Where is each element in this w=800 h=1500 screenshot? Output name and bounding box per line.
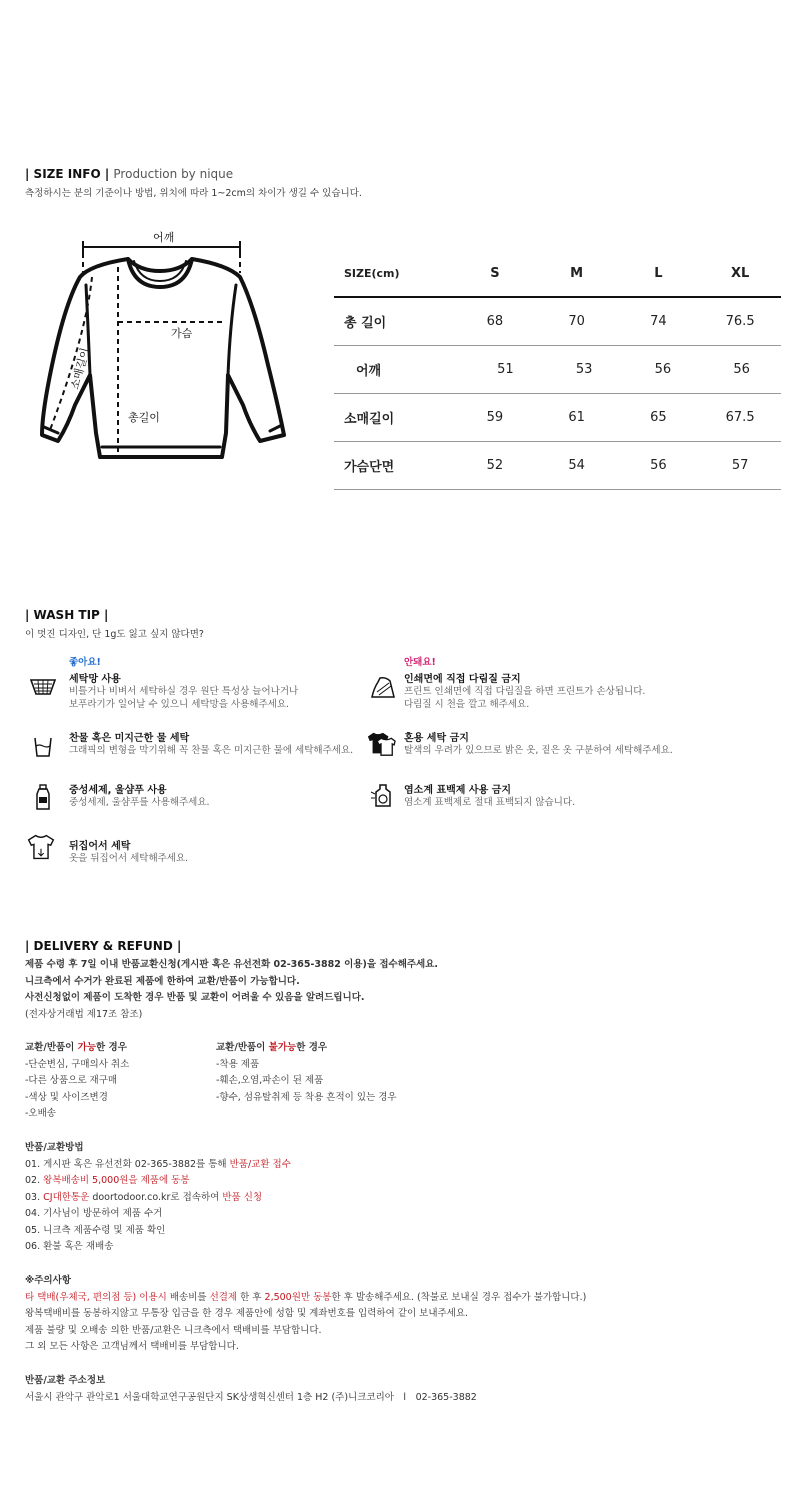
table-cell: 53 bbox=[575, 362, 593, 377]
heading-part: 교환/반품이 bbox=[216, 1042, 269, 1053]
heading-part: 한 경우 bbox=[96, 1042, 127, 1053]
list-item: -오배송 bbox=[25, 1108, 56, 1119]
list-item: -단순변심, 구매의사 취소 bbox=[25, 1058, 130, 1070]
notice-line: 제품 수령 후 7일 이내 반품교환신청(게시판 혹은 유선전화 02-365-3882 이용)을 접수해주세요. bbox=[25, 959, 439, 970]
wash-item-title: 중성세제, 울샴푸 사용 bbox=[69, 785, 167, 796]
wash-good-2 bbox=[69, 729, 389, 757]
step-highlight: 반품 신청 bbox=[222, 1191, 263, 1203]
method-step bbox=[25, 1157, 785, 1174]
size-info-subtitle: Production by nique bbox=[113, 167, 234, 181]
table-cell: 56 bbox=[733, 362, 750, 377]
address-text: 서울시 관악구 관악로1 서울대학교연구공원단지 SK상생혁신센터 1층 H2 (주)니크코리아 l 02-365-3882 bbox=[25, 1391, 477, 1403]
list-item: -색상 및 사이즈변경 bbox=[25, 1091, 108, 1103]
heading-highlight: 가능 bbox=[77, 1042, 97, 1053]
step-text: doortodoor.co.kr로 접속하여 bbox=[89, 1191, 223, 1203]
caution-highlight: 타 택배(우체국, 편의점 등) 이용시 bbox=[25, 1291, 167, 1303]
list-item: -다른 상품으로 재구매 bbox=[25, 1075, 118, 1086]
diagram-sleeve-label: 소매길이 bbox=[68, 346, 92, 391]
notice-line: 사전신청없이 제품이 도착한 경우 반품 및 교환이 어려울 수 있음을 알려드립니다. bbox=[25, 992, 365, 1003]
bad-label: 안돼요! bbox=[404, 657, 436, 668]
wash-item-title: 염소계 표백제 사용 금지 bbox=[404, 785, 512, 796]
good-label: 좋아요! bbox=[69, 657, 101, 668]
wash-item-desc: 다림질 시 천을 깔고 해주세요. bbox=[404, 699, 530, 710]
diagram-chest-label: 가슴 bbox=[171, 327, 193, 340]
wash-item-desc: 비틀거나 비벼서 세탁하실 경우 원단 특성상 늘어나거나 bbox=[69, 686, 299, 697]
method-step bbox=[25, 1173, 785, 1190]
table-cell: 57 bbox=[731, 458, 749, 473]
water-basin-icon bbox=[28, 732, 58, 762]
table-row bbox=[334, 346, 781, 394]
notice-line: 니크측에서 수거가 완료된 제품에 한하여 교환/반품이 가능합니다. bbox=[25, 975, 300, 987]
step-highlight: 왕복배송비 5,000원을 제품에 동봉 bbox=[43, 1175, 190, 1186]
table-cell: 70 bbox=[568, 314, 585, 329]
table-row bbox=[334, 298, 781, 346]
table-cell: 68 bbox=[486, 314, 504, 329]
wash-good-4 bbox=[69, 837, 389, 865]
row-label: 총 길이 bbox=[344, 316, 387, 331]
exchange-possible-heading bbox=[25, 1040, 205, 1057]
step-highlight: CJ대한통운 bbox=[43, 1191, 90, 1203]
table-cell: 61 bbox=[568, 410, 585, 425]
size-info-title bbox=[25, 167, 233, 181]
size-col-m: M bbox=[570, 265, 584, 281]
caution-title: ※주의사항 bbox=[25, 1275, 71, 1286]
diagram-length-label: 총길이 bbox=[128, 411, 160, 424]
table-row bbox=[334, 442, 781, 490]
wash-item-desc: 프린트 인쇄면에 직접 다림질을 하면 프린트가 손상됩니다. bbox=[404, 686, 646, 697]
wash-item-desc: 그래픽의 변형을 막기위해 꼭 찬물 혹은 미지근한 물에 세탁해주세요. bbox=[69, 745, 354, 756]
step-text: 02. bbox=[25, 1175, 44, 1186]
address-title: 반품/교환 주소정보 bbox=[25, 1375, 106, 1386]
method-step: 04. 기사님이 방문하여 제품 수거 bbox=[25, 1208, 163, 1219]
refund-method bbox=[25, 1140, 785, 1256]
caution-text: 배송비를 bbox=[166, 1291, 210, 1303]
method-step: 06. 환불 혹은 재배송 bbox=[25, 1241, 114, 1252]
wash-item-title: 인쇄면에 직접 다림질 금지 bbox=[404, 674, 521, 685]
tshirt-inside-out-icon bbox=[26, 832, 56, 862]
caution-line bbox=[25, 1290, 795, 1307]
table-cell: 54 bbox=[568, 458, 585, 473]
size-table bbox=[334, 250, 781, 490]
list-item: -향수, 섬유탈취제 등 착용 흔적이 있는 경우 bbox=[216, 1091, 397, 1103]
list-item: -훼손,오염,파손이 된 제품 bbox=[216, 1075, 324, 1086]
table-cell: 56 bbox=[654, 362, 672, 377]
wash-item-desc: 염소계 표백제로 절대 표백되지 않습니다. bbox=[404, 797, 576, 808]
method-step bbox=[25, 1190, 785, 1207]
wash-item-title: 찬물 혹은 미지근한 물 세탁 bbox=[69, 733, 190, 744]
wash-item-desc: 옷을 뒤집어서 세탁해주세요. bbox=[69, 853, 189, 864]
row-label: 가슴단면 bbox=[344, 460, 395, 475]
table-cell: 67.5 bbox=[725, 410, 755, 425]
caution-line: 제품 불량 및 오배송 의한 반품/교환은 니크측에서 택배비를 부담합니다. bbox=[25, 1324, 322, 1336]
method-title: 반품/교환방법 bbox=[25, 1142, 84, 1153]
laundry-net-icon bbox=[28, 672, 58, 702]
wash-item-title: 뒤집어서 세탁 bbox=[69, 841, 131, 852]
caution-highlight: 2,500원만 동봉 bbox=[264, 1291, 332, 1303]
size-col-header: SIZE(cm) bbox=[344, 266, 400, 280]
caution-highlight: 선결제 bbox=[209, 1291, 238, 1303]
diagram-shoulder-label: 어깨 bbox=[153, 231, 175, 244]
sweatshirt-diagram bbox=[30, 225, 300, 475]
bleach-bottle-icon bbox=[368, 780, 398, 810]
size-info-note: 측정하시는 분의 기준이나 방법, 위치에 따라 1~2cm의 차이가 생길 수 있습니다. bbox=[25, 188, 362, 199]
table-row bbox=[334, 394, 781, 442]
heading-part: 한 경우 bbox=[296, 1042, 328, 1053]
exchange-possible-list bbox=[25, 1040, 205, 1123]
wash-bad-3 bbox=[404, 781, 724, 809]
delivery-notices bbox=[25, 957, 785, 1023]
size-col-l: L bbox=[654, 265, 663, 281]
table-cell: 56 bbox=[650, 458, 667, 473]
detergent-bottle-icon bbox=[28, 782, 58, 812]
table-cell: 51 bbox=[497, 362, 514, 377]
table-cell: 65 bbox=[650, 410, 667, 425]
method-step: 05. 니크측 제품수령 및 제품 확인 bbox=[25, 1224, 166, 1236]
table-cell: 74 bbox=[650, 314, 667, 329]
caution-section bbox=[25, 1273, 795, 1356]
wash-bad-1 bbox=[404, 670, 724, 711]
mixed-wash-icon bbox=[366, 728, 396, 758]
wash-good-3 bbox=[69, 781, 389, 809]
wash-item-title: 세탁망 사용 bbox=[69, 674, 121, 685]
step-text: 03. bbox=[25, 1191, 44, 1203]
delivery-title: | DELIVERY & REFUND | bbox=[25, 939, 182, 953]
wash-good-1 bbox=[69, 670, 389, 711]
row-label: 소매길이 bbox=[344, 412, 395, 427]
caution-line: 왕복택배비를 동봉하지않고 무통장 입금을 한 경우 제품안에 성함 및 계좌번호를 입력하여 같이 보내주세요. bbox=[25, 1308, 469, 1319]
step-text: 01. 게시판 혹은 유선전화 02-365-3882를 통해 bbox=[25, 1158, 230, 1170]
list-item: -착용 제품 bbox=[216, 1058, 260, 1070]
caution-line: 그 외 모든 사항은 고객님께서 택배비를 부담합니다. bbox=[25, 1341, 239, 1352]
address-section bbox=[25, 1373, 795, 1406]
size-table-header bbox=[334, 250, 781, 298]
caution-text: 한 후 bbox=[237, 1291, 265, 1303]
size-col-s: S bbox=[490, 265, 500, 281]
wash-tip-title: | WASH TIP | bbox=[25, 608, 109, 622]
exchange-impossible-list bbox=[216, 1040, 616, 1106]
row-label: 어깨 bbox=[356, 364, 382, 379]
wash-tip-subtitle: 이 멋진 디자인, 단 1g도 잃고 싶지 않다면? bbox=[25, 629, 204, 640]
size-info-heading: | SIZE INFO | bbox=[25, 167, 110, 181]
size-col-xl: XL bbox=[730, 265, 750, 281]
wash-item-title: 혼용 세탁 금지 bbox=[404, 733, 469, 744]
heading-highlight: 불가능 bbox=[268, 1042, 297, 1053]
wash-item-desc: 탈색의 우려가 있으므로 밝은 옷, 짙은 옷 구분하여 세탁해주세요. bbox=[404, 745, 673, 756]
caution-text: 한 후 발송해주세요. (착불로 보내실 경우 접수가 불가합니다.) bbox=[331, 1291, 587, 1303]
notice-line: (전자상거래법 제17조 참조) bbox=[25, 1008, 143, 1020]
exchange-impossible-heading bbox=[216, 1040, 616, 1057]
wash-item-desc: 보푸라기가 일어날 수 있으니 세탁망을 사용해주세요. bbox=[69, 699, 290, 710]
wash-bad-2 bbox=[404, 729, 724, 757]
step-highlight: 반품/교환 접수 bbox=[229, 1158, 291, 1170]
table-cell: 52 bbox=[486, 458, 504, 473]
table-cell: 59 bbox=[486, 410, 504, 425]
table-cell: 76.5 bbox=[725, 314, 755, 329]
heading-part: 교환/반품이 bbox=[25, 1042, 78, 1053]
wash-item-desc: 중성세제, 울샴푸를 사용해주세요. bbox=[69, 797, 210, 808]
iron-icon bbox=[368, 672, 398, 702]
